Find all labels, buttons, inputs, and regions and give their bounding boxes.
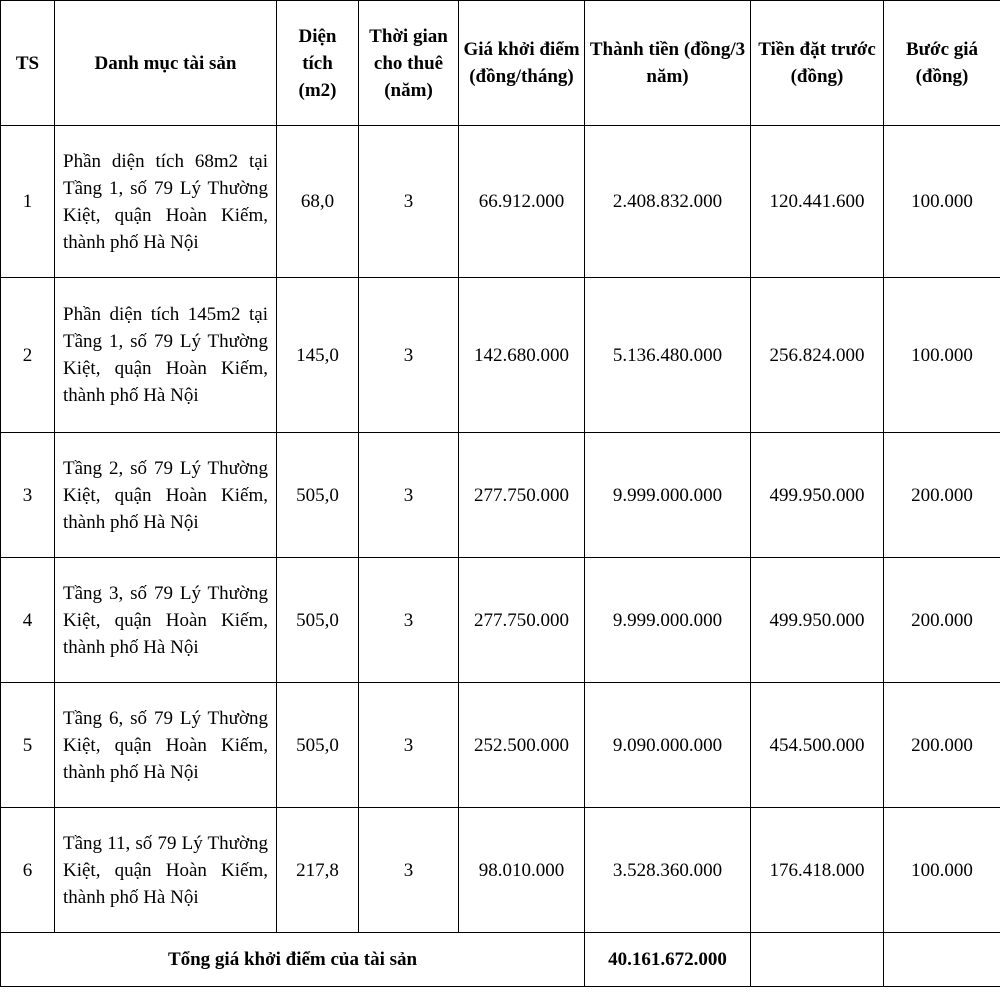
cell-deposit: 454.500.000 <box>751 683 884 808</box>
table-row <box>1 433 1000 558</box>
cell-ts: 5 <box>1 683 55 808</box>
cell-asset: Tầng 2, số 79 Lý Thường Kiệt, quận Hoàn Kiếm, thành phố Hà Nội <box>55 433 277 558</box>
total-empty-deposit <box>751 933 884 987</box>
cell-asset: Tầng 11, số 79 Lý Thường Kiệt, quận Hoàn Kiếm, thành phố Hà Nội <box>55 808 277 933</box>
cell-area: 68,0 <box>277 126 359 278</box>
total-empty-step <box>884 933 1000 987</box>
cell-start-price: 277.750.000 <box>459 433 585 558</box>
header-total: Thành tiền (đồng/3 năm) <box>585 1 751 126</box>
cell-step: 200.000 <box>884 683 1000 808</box>
cell-asset: Phần diện tích 145m2 tại Tầng 1, số 79 Lý Thường Kiệt, quận Hoàn Kiếm, thành phố Hà Nội <box>55 278 277 433</box>
cell-ts: 4 <box>1 558 55 683</box>
cell-area: 145,0 <box>277 278 359 433</box>
cell-ts: 3 <box>1 433 55 558</box>
cell-start-price: 252.500.000 <box>459 683 585 808</box>
cell-ts: 1 <box>1 126 55 278</box>
cell-area: 505,0 <box>277 558 359 683</box>
cell-start-price: 277.750.000 <box>459 558 585 683</box>
header-term: Thời gian cho thuê (năm) <box>359 1 459 126</box>
header-ts: TS <box>1 1 55 126</box>
cell-deposit: 120.441.600 <box>751 126 884 278</box>
cell-area: 505,0 <box>277 683 359 808</box>
header-row <box>1 1 1000 126</box>
cell-total: 9.090.000.000 <box>585 683 751 808</box>
cell-total: 3.528.360.000 <box>585 808 751 933</box>
cell-deposit: 499.950.000 <box>751 558 884 683</box>
header-area: Diện tích (m2) <box>277 1 359 126</box>
cell-term: 3 <box>359 683 459 808</box>
cell-asset: Phần diện tích 68m2 tại Tầng 1, số 79 Lý Thường Kiệt, quận Hoàn Kiếm, thành phố Hà Nội <box>55 126 277 278</box>
table-row <box>1 126 1000 278</box>
cell-deposit: 176.418.000 <box>751 808 884 933</box>
cell-start-price: 98.010.000 <box>459 808 585 933</box>
cell-start-price: 66.912.000 <box>459 126 585 278</box>
cell-step: 100.000 <box>884 808 1000 933</box>
total-value: 40.161.672.000 <box>585 933 751 987</box>
header-step: Bước giá (đồng) <box>884 1 1000 126</box>
table-row <box>1 558 1000 683</box>
cell-term: 3 <box>359 278 459 433</box>
cell-total: 9.999.000.000 <box>585 433 751 558</box>
total-row <box>1 933 1000 987</box>
cell-ts: 2 <box>1 278 55 433</box>
table-row <box>1 278 1000 433</box>
cell-area: 505,0 <box>277 433 359 558</box>
cell-total: 2.408.832.000 <box>585 126 751 278</box>
cell-step: 100.000 <box>884 126 1000 278</box>
cell-term: 3 <box>359 558 459 683</box>
header-asset: Danh mục tài sản <box>55 1 277 126</box>
cell-deposit: 256.824.000 <box>751 278 884 433</box>
cell-deposit: 499.950.000 <box>751 433 884 558</box>
cell-term: 3 <box>359 433 459 558</box>
table-row <box>1 808 1000 933</box>
header-start-price: Giá khởi điểm (đồng/tháng) <box>459 1 585 126</box>
cell-start-price: 142.680.000 <box>459 278 585 433</box>
cell-step: 100.000 <box>884 278 1000 433</box>
cell-term: 3 <box>359 126 459 278</box>
cell-asset: Tầng 6, số 79 Lý Thường Kiệt, quận Hoàn Kiếm, thành phố Hà Nội <box>55 683 277 808</box>
cell-step: 200.000 <box>884 433 1000 558</box>
cell-asset: Tầng 3, số 79 Lý Thường Kiệt, quận Hoàn Kiếm, thành phố Hà Nội <box>55 558 277 683</box>
cell-term: 3 <box>359 808 459 933</box>
table-row <box>1 683 1000 808</box>
cell-total: 5.136.480.000 <box>585 278 751 433</box>
cell-area: 217,8 <box>277 808 359 933</box>
cell-ts: 6 <box>1 808 55 933</box>
cell-step: 200.000 <box>884 558 1000 683</box>
header-deposit: Tiền đặt trước (đồng) <box>751 1 884 126</box>
cell-total: 9.999.000.000 <box>585 558 751 683</box>
total-label: Tổng giá khởi điểm của tài sản <box>1 933 585 987</box>
